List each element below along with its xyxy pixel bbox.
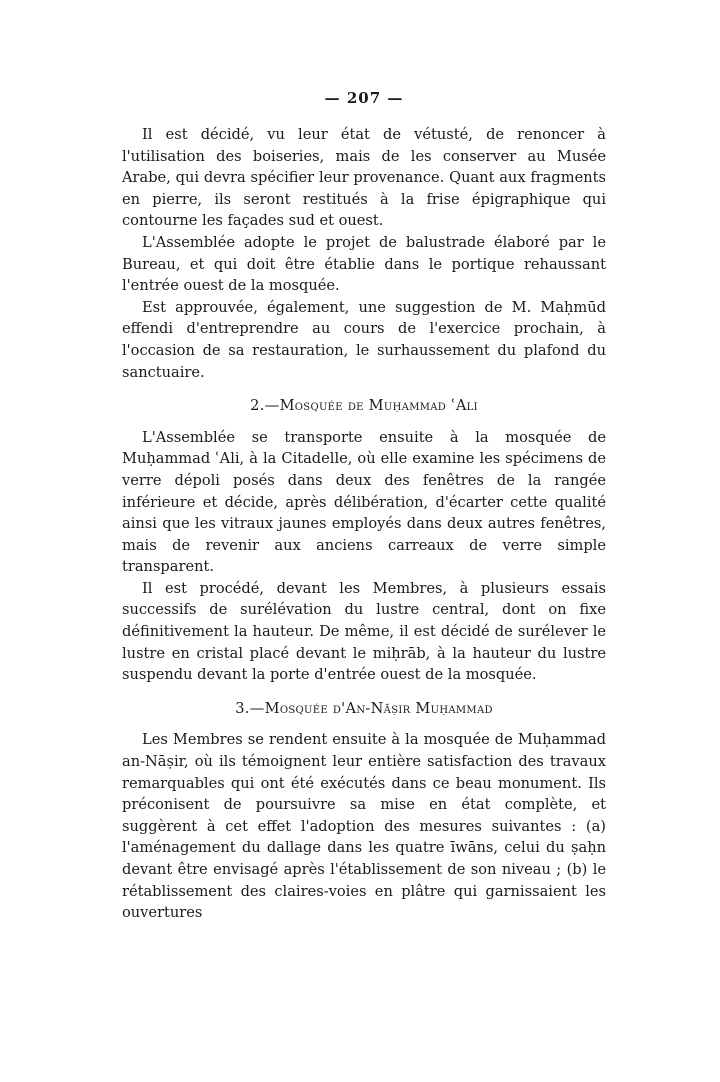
section-number: 2.— [250, 397, 280, 415]
paragraph-boiseries: Il est décidé, vu leur état de vétusté, de renoncer à l'utilisation des boiseries, mais de les conserver au Musée Arabe, qui devra spécifier leur provenance. Quant aux fragments en pierre, ils seront restitués à la frise épigraphique qui contourne les façades sud et ouest. [122, 126, 606, 230]
page-number: — 207 — [324, 89, 404, 107]
section-title: Mosquée de Muḥammad ʿAli [279, 397, 478, 415]
section-heading-muhammad-ali [122, 395, 606, 417]
paragraph-lustre: Il est procédé, devant les Membres, à plusieurs essais successifs de surélévation du lustre central, dont on fixe définitivement la hauteur. De même, il est décidé de surélever le lustre en cristal placé devant le miḥrāb, à la hauteur du lustre suspendu devant la porte d'entrée ouest de la mosquée. [122, 579, 606, 684]
paragraph-plafond: Est approuvée, également, une suggestion de M. Maḥmūd effendi d'entreprendre au cours de l'exercice prochain, à l'occasion de sa restauration, le surhaussement du plafond du sanctuaire. [122, 298, 606, 381]
document-page [122, 88, 606, 924]
paragraph-an-nasir: Les Membres se rendent ensuite à la mosquée de Muḥammad an-Nāṣir, où ils témoignent leur entière satisfaction des travaux remarquables qui ont été exécutés dans ce beau monument. Ils préconisent de poursuivre sa mise en état complète, et suggèrent à cet effet l'adoption des mesures suivantes : (a) l'aménagement du dallage dans les quatre īwāns, celui du ṣaḥn devant être envisagé après l'établissement de son niveau ; (b) le rétablissement des claires-voies en plâtre qui garnissaient les ouvertures [122, 731, 606, 922]
section-heading-an-nasir [122, 698, 606, 720]
paragraph-balustrade: L'Assemblée adopte le projet de balustrade élaboré par le Bureau, et qui doit être établie dans le portique rehaussant l'entrée ouest de la mosquée. [122, 233, 606, 295]
section-number: 3.— [235, 699, 265, 717]
section-title: Mosquée d'An-Nāṣir Muḥammad [264, 699, 493, 717]
paragraph-verre: L'Assemblée se transporte ensuite à la mosquée de Muḥammad ʿAli, à la Citadelle, où elle examine les spécimens de verre dépoli posés dans deux des fenêtres de la rangée inférieure et décide, après délibération, d'écarter cette qualité ainsi que les vitraux jaunes employés dans deux autres fenêtres, mais de revenir aux anciens carreaux de verre simple transparent. [122, 428, 606, 576]
